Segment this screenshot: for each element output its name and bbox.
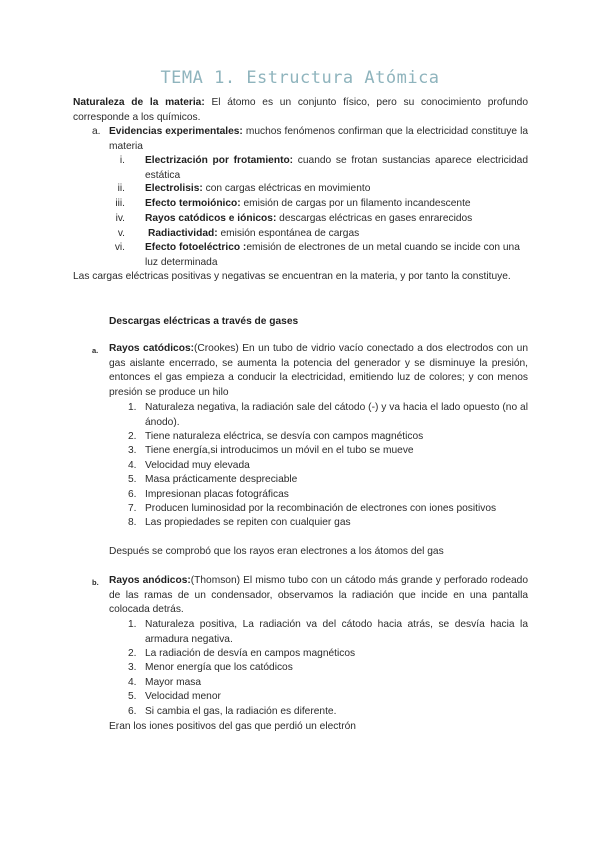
- catodicos-num: 8.: [128, 517, 137, 528]
- evidencia-label: Electrización por frotamiento:: [145, 155, 294, 166]
- evidencia-label: Efecto fotoeléctrico :: [145, 242, 247, 253]
- evidencias-marker: a.: [92, 126, 101, 137]
- catodicos-label: Rayos catódicos:: [109, 343, 195, 354]
- anodicos-item: Naturaleza positiva, La radiación va del cátodo hacia atrás, se desvía hacia la armadura negativa.: [145, 619, 528, 645]
- catodicos-item: Impresionan placas fotográficas: [145, 489, 289, 500]
- evidencia-item: [145, 241, 530, 270]
- evidencia-item: [145, 182, 528, 197]
- catodicos-num: 2.: [128, 431, 137, 442]
- catodicos-num: 7.: [128, 503, 137, 514]
- catodicos-item: Naturaleza negativa, la radiación sale del cátodo (-) y va hacia el lado opuesto (no al ánodo).: [145, 402, 528, 428]
- anodicos-conclusion: Eran los iones positivos del gas que perdió un electrón: [109, 721, 356, 732]
- page-title: TEMA 1. Estructura Atómica: [160, 68, 440, 88]
- anodicos-item: Si cambia el gas, la radiación es diferente.: [145, 706, 337, 717]
- anodicos-num: 5.: [128, 691, 137, 702]
- evidencias-paragraph: [109, 125, 528, 154]
- catodicos-num: 4.: [128, 460, 137, 471]
- catodicos-paragraph: [109, 342, 528, 400]
- evidencia-text: descargas eléctricas en gases enrarecidos: [276, 213, 473, 224]
- evidencia-text: emisión de cargas por un filamento incandescente: [240, 198, 471, 209]
- anodicos-num: 6.: [128, 706, 137, 717]
- evidencia-num: vi.: [114, 242, 125, 253]
- evidencia-num: v.: [117, 228, 125, 239]
- anodicos-num: 4.: [128, 677, 137, 688]
- evidencia-item: [145, 212, 528, 227]
- catodicos-text: (Crookes) En un tubo de vidrio vacío conectado a dos electrodos con un gas aislante encerrado, se aumenta la potencia del generador y se disminuye la presión, entonces el gas empieza a conducir la electricidad, emitiendo luz de colores; y con menos presión se produce un hilo: [109, 343, 528, 398]
- evidencia-label: Rayos catódicos e iónicos:: [145, 213, 277, 224]
- catodicos-num: 5.: [128, 474, 137, 485]
- evidencia-item: [148, 227, 528, 242]
- evidencias-text: muchos fenómenos confirman que la electricidad constituye la materia: [109, 126, 529, 152]
- anodicos-num: 1.: [128, 619, 137, 630]
- evidencia-text: emisión espontánea de cargas: [217, 228, 360, 239]
- evidencia-num: iii.: [115, 198, 125, 209]
- anodicos-paragraph: [109, 574, 528, 618]
- catodicos-num: 1.: [128, 402, 137, 413]
- anodicos-label: Rayos anódicos:: [109, 575, 191, 586]
- catodicos-item: Masa prácticamente despreciable: [145, 474, 298, 485]
- intro-label: Naturaleza de la materia:: [73, 97, 205, 108]
- catodicos-item: Tiene energía,si introducimos un móvil en el tubo se mueve: [145, 445, 414, 456]
- cargas-paragraph: Las cargas eléctricas positivas y negativas se encuentran en la materia, y por tanto la constituye.: [73, 271, 511, 282]
- catodicos-item: Velocidad muy elevada: [145, 460, 250, 471]
- catodicos-num: 6.: [128, 489, 137, 500]
- anodicos-item: Velocidad menor: [145, 691, 221, 702]
- catodicos-item: Las propiedades se repiten con cualquier gas: [145, 517, 351, 528]
- catodicos-item: Tiene naturaleza eléctrica, se desvía con campos magnéticos: [145, 431, 424, 442]
- evidencia-item: [145, 154, 528, 183]
- catodicos-item: Producen luminosidad por la recombinación de electrones con iones positivos: [145, 503, 497, 514]
- evidencia-item: [145, 197, 528, 212]
- catodicos-marker: a.: [92, 346, 99, 355]
- intro-paragraph: [73, 96, 528, 125]
- anodicos-text: (Thomson) El mismo tubo con un cátodo más grande y perforado rodeado de las ramas de un condensador, observamos la radiación que incide en una pantalla colocada detrás.: [109, 575, 528, 616]
- intro-text: El átomo es un conjunto físico, pero su conocimiento profundo corresponde a los químicos.: [73, 97, 528, 123]
- catodicos-num: 3.: [128, 445, 137, 456]
- anodicos-num: 2.: [128, 648, 137, 659]
- evidencia-label: Electrolisis:: [145, 183, 203, 194]
- evidencia-text: emisión de electrones de un metal cuando se incide con una luz determinada: [145, 242, 520, 268]
- evidencia-text: cuando se frotan sustancias aparece electricidad estática: [145, 155, 529, 181]
- anodicos-item: Menor energía que los catódicos: [145, 662, 293, 673]
- evidencia-num: iv.: [115, 213, 125, 224]
- evidencia-label: Radiactividad:: [148, 228, 218, 239]
- anodicos-item: La radiación de desvía en campos magnéticos: [145, 648, 356, 659]
- evidencias-label: Evidencias experimentales:: [109, 126, 243, 137]
- anodicos-marker: b.: [92, 578, 99, 587]
- anodicos-item: Mayor masa: [145, 677, 202, 688]
- evidencia-num: ii.: [117, 183, 125, 194]
- anodicos-num: 3.: [128, 662, 137, 673]
- evidencia-num: i.: [119, 155, 125, 166]
- descargas-heading: Descargas eléctricas a través de gases: [109, 316, 299, 327]
- catodicos-conclusion: Después se comprobó que los rayos eran electrones a los átomos del gas: [109, 546, 444, 557]
- evidencia-text: con cargas eléctricas en movimiento: [202, 183, 371, 194]
- evidencia-label: Efecto termoiónico:: [145, 198, 241, 209]
